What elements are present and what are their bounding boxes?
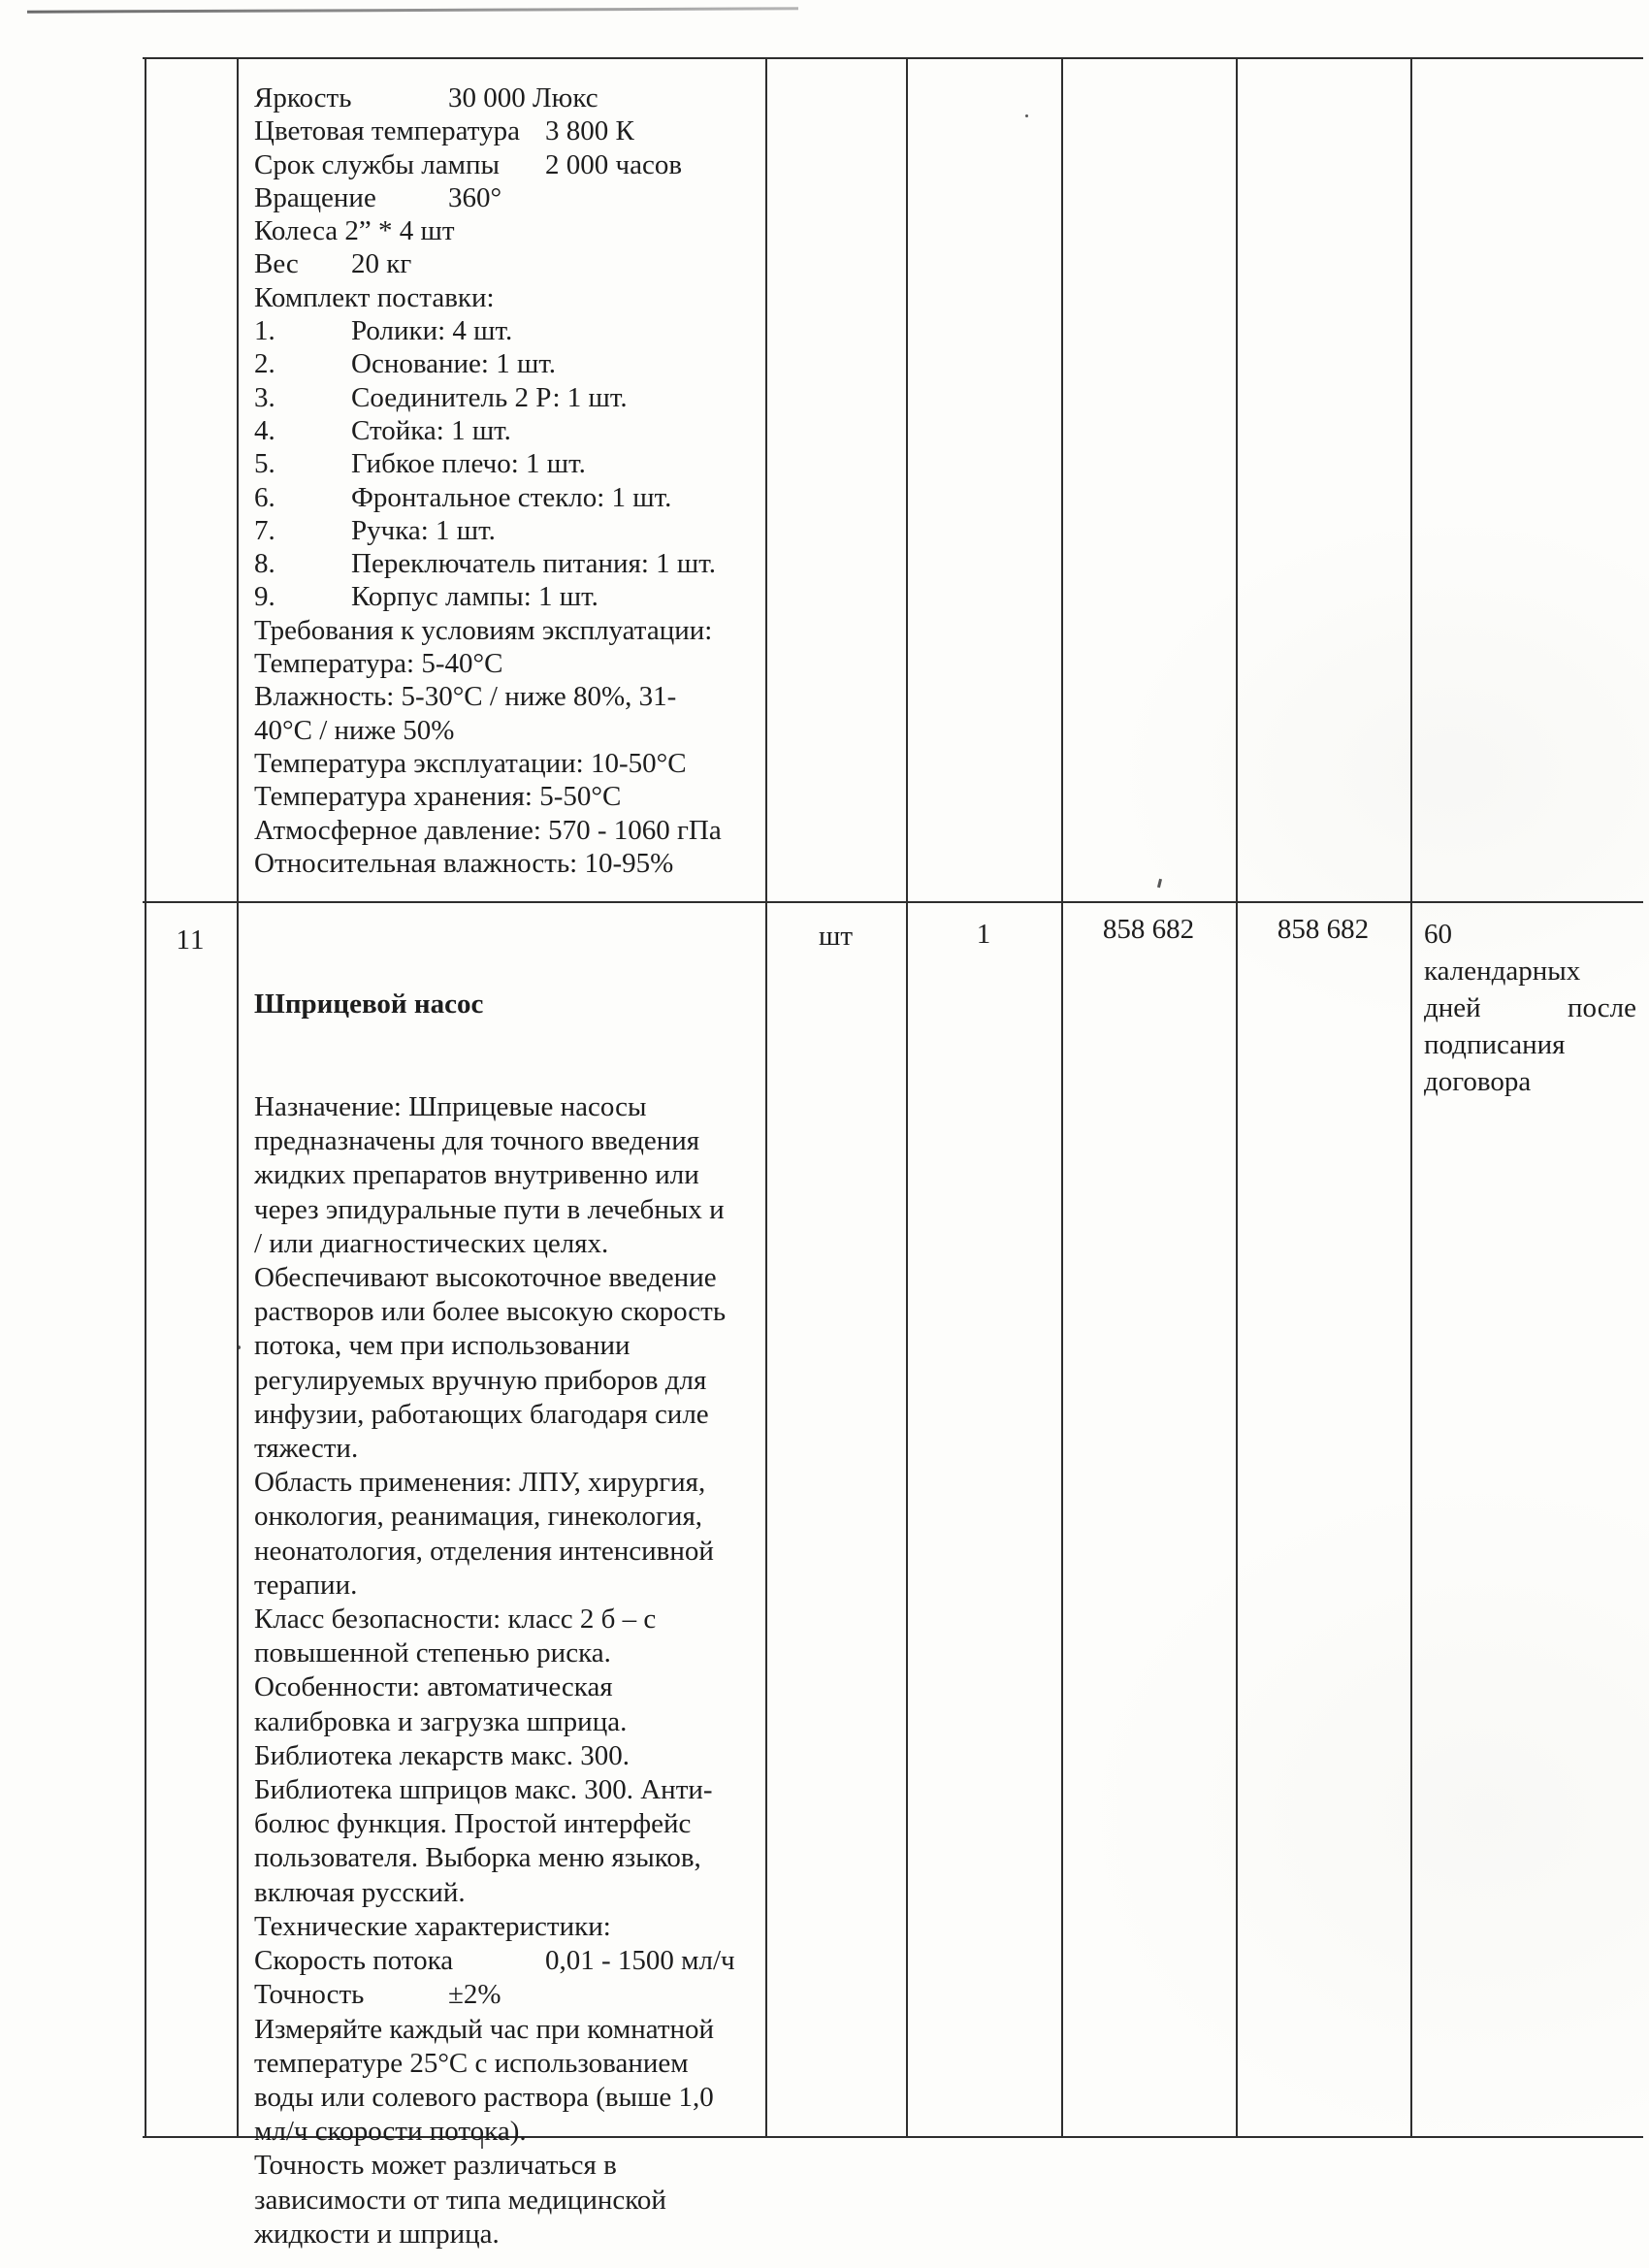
text-line: договора [1424,1066,1532,1097]
text-line: Технические характеристики: [254,1910,611,1942]
text-line: Измеряйте каждый час при комнатной [254,2013,715,2045]
text-line: Относительная влажность: 10-95% [254,847,674,879]
text-line: онкология, реанимация, гинекология, [254,1501,703,1533]
text-line: повышенной степенью риска. [254,1637,611,1669]
text-line: Назначение: Шприцевые насосы [254,1091,647,1123]
text-line: неонатология, отделения интенсивной [254,1535,714,1567]
text-line: терапии. [254,1569,358,1601]
table-cell-description [254,920,757,2268]
text-line: тяжести. [254,1433,359,1465]
table-cell-unit: шт [818,921,853,952]
text-word: дней [1424,992,1481,1023]
text-line: Обеспечивают высокоточное введение [254,1262,717,1294]
table-border-left [145,57,146,2138]
text-line: 9. Корпус лампы: 1 шт. [254,581,598,613]
text-line: через эпидуральные пути в лечебных и [254,1193,725,1225]
text-line: Температура хранения: 5-50°С [254,781,622,813]
text-line: Влажность: 5-30°С / ниже 80%, 31- [254,681,677,713]
text-line: предназначены для точного введения [254,1125,700,1157]
text-line: Срок службы лампы 2 000 часов [254,148,683,180]
text-line: 6. Фронтальное стекло: 1 шт. [254,481,672,513]
table-column-border-unit [906,57,908,2138]
scan-speck [1157,879,1162,888]
text-line: 2. Основание: 1 шт. [254,348,557,380]
table-cell-unit-price: 858 682 [1102,914,1195,945]
text-line: Комплект поставки: [254,281,495,313]
text-line: 4. Стойка: 1 шт. [254,414,511,446]
table-column-border-total [1410,57,1412,2138]
text-line: 60 [1424,919,1452,950]
text-line: 5. Гибкое плечо: 1 шт. [254,448,586,480]
text-line: Температура эксплуатации: 10-50°С [254,747,687,779]
text-line: воды или солевого раствора (выше 1,0 [254,2081,714,2113]
text-line: Класс безопасности: класс 2 б – с [254,1604,657,1636]
text-line: календарных [1424,956,1581,987]
text-line: мл/ч скорости потока). [254,2116,527,2148]
text-line: 1. Ролики: 4 шт. [254,315,513,347]
text-line: пользователя. Выборка меню языков, [254,1842,701,1874]
table-cell-total-price: 858 682 [1277,914,1370,945]
text-line: Точность может различаться в [254,2150,617,2182]
text-line: / или диагностических целях. [254,1227,609,1259]
text-line: Температура: 5-40°С [254,648,503,680]
text-line: растворов или более высокую скорость [254,1296,727,1328]
table-cell-delivery-term [1424,916,1636,1100]
text-line: Область применения: ЛПУ, хирургия, [254,1467,706,1499]
scan-artifact-line [27,7,798,13]
text-line: температуре 25°С с использованием [254,2047,689,2079]
text-line [1424,989,1636,1026]
text-line: Цветовая температура 3 800 К [254,115,634,147]
item-description-lines [254,1090,757,2252]
text-line: 3. Соединитель 2 Р: 1 шт. [254,381,628,413]
table-column-border-number [237,57,239,2138]
text-line: Яркость 30 000 Люкс [254,82,598,113]
text-line: регулируемых вручную приборов для [254,1364,707,1396]
text-line: 8. Переключатель питания: 1 шт. [254,548,716,580]
text-line: Точность ±2% [254,1979,501,2011]
text-line: Скорость потока 0,01 - 1500 мл/ч [254,1945,735,1977]
text-line: 40°С / ниже 50% [254,714,455,746]
text-line: Требования к условиям эксплуатации: [254,614,713,646]
text-line: жидкости и шприца. [254,2218,500,2250]
text-word: после [1568,992,1636,1023]
table-border-top [143,57,1643,59]
table-column-border-description [765,57,767,2138]
text-line: Особенности: автоматическая [254,1671,613,1703]
text-line: Колеса 2” * 4 шт [254,215,455,247]
table-row-separator [143,901,1643,903]
text-line: Библиотека лекарств макс. 300. [254,1739,630,1771]
scan-speck [1025,114,1028,117]
text-line: инфузии, работающих благодаря силе [254,1398,709,1430]
text-line: подписания [1424,1029,1566,1060]
table-column-border-quantity [1061,57,1063,2138]
text-line: жидких препаратов внутривенно или [254,1159,699,1191]
text-line: Вращение 360° [254,181,502,213]
item-title: Шприцевой насос [254,988,484,1021]
table-cell-row-number: 11 [176,924,206,956]
text-line: потока, чем при использовании [254,1330,630,1362]
text-line: Вес 20 кг [254,248,412,280]
text-line: Библиотека шприцов макс. 300. Анти- [254,1774,713,1806]
table-column-border-price [1236,57,1238,2138]
table-cell-quantity: 1 [976,919,991,950]
text-line: Атмосферное давление: 570 - 1060 гПа [254,814,722,846]
text-line: калибровка и загрузка шприца. [254,1705,628,1737]
table-cell-description-prev-item [254,81,755,880]
text-line: включая русский. [254,1876,466,1908]
text-line: зависимости от типа медицинской [254,2184,666,2216]
text-line: болюс функция. Простой интерфейс [254,1808,692,1840]
text-line: 7. Ручка: 1 шт. [254,514,496,546]
